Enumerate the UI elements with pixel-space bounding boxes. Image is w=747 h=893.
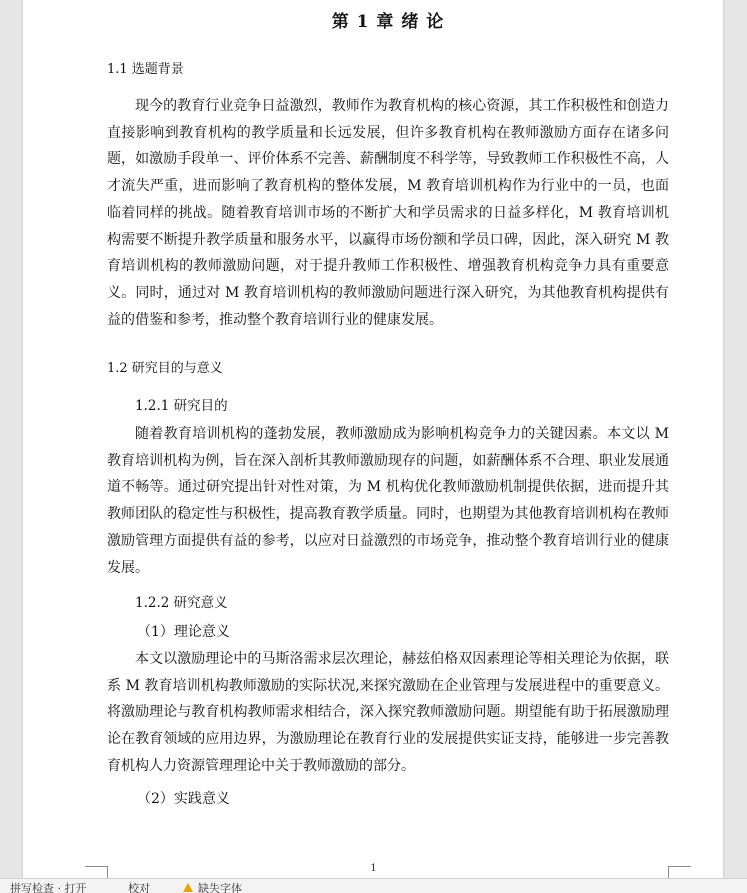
page-number: 1	[370, 863, 377, 874]
proofread-status[interactable]: 校对	[128, 882, 150, 893]
paragraph-theoretical-significance: 本文以激励理论中的马斯洛需求层次理论，赫兹伯格双因素理论等相关理论为依据，联系 M 教育培训机构教师激励的实际状况,来探究激励在企业管理与发展进程中的重要意义。将激励理论与教育机构教师需求相结合，深入探究教师激励问题。期望能有助于拓展激励理论在教育领域的应用边界，为激励理论在教育行业的发展提供实证支持，能够进一步完善教育机构人力资源管理理论中关于教师激励的部分。	[107, 651, 669, 774]
subheading-theoretical-significance: （1）理论意义	[137, 624, 230, 640]
section-heading-1-1: 1.1 选题背景	[107, 62, 184, 77]
chapter-title: 第 1 章 绪 论	[331, 12, 445, 32]
section-heading-1-2-2: 1.2.2 研究意义	[135, 595, 228, 611]
paragraph-research-purpose: 随着教育培训机构的蓬勃发展，教师激励成为影响机构竞争力的关键因素。本文以 M 教育培训机构为例，旨在深入剖析其教师激励现存的问题，如薪酬体系不合理、职业发展通道不畅等。通过研究提出针对性对策，为 M 机构优化教师激励机制提供依据，进而提升其教师团队的稳定性与积极性，提高教育教学质量。同时，也期望为其他教育培训机构在教师激励管理方面提供有益的参考，以应对日益激烈的市场竞争，推动整个教育培训行业的健康发展。	[107, 426, 669, 576]
status-bar	[0, 878, 747, 893]
section-heading-1-2: 1.2 研究目的与意义	[107, 361, 223, 376]
warning-icon	[183, 883, 193, 892]
missing-font-status[interactable]: 缺失字体	[198, 882, 242, 893]
spell-check-status[interactable]: 拼写检查 · 打开	[10, 882, 87, 893]
subheading-practical-significance: （2）实践意义	[137, 791, 230, 807]
paragraph-background: 现今的教育行业竞争日益激烈，教师作为教育机构的核心资源，其工作积极性和创造力直接影响到教育机构的教学质量和长远发展，但许多教育机构在教师激励方面存在诸多问题，如激励手段单一、评价体系不完善、薪酬制度不科学等，导致教师工作积极性不高，人才流失严重，进而影响了教育机构的整体发展，M 教育培训机构作为行业中的一员，也面临着同样的挑战。随着教育培训市场的不断扩大和学员需求的日益多样化，M 教育培训机构需要不断提升教学质量和服务水平，以赢得市场份额和学员口碑，因此，深入研究 M 教育培训机构的教师激励问题，对于提升教师工作积极性、增强教育机构竞争力具有重要意义。同时，通过对 M 教育培训机构的教师激励问题进行深入研究，为其他教育机构提供有益的借鉴和参考，推动整个教育培训行业的健康发展。	[107, 98, 669, 328]
section-heading-1-2-1: 1.2.1 研究目的	[135, 398, 228, 414]
document-page	[23, 0, 723, 878]
